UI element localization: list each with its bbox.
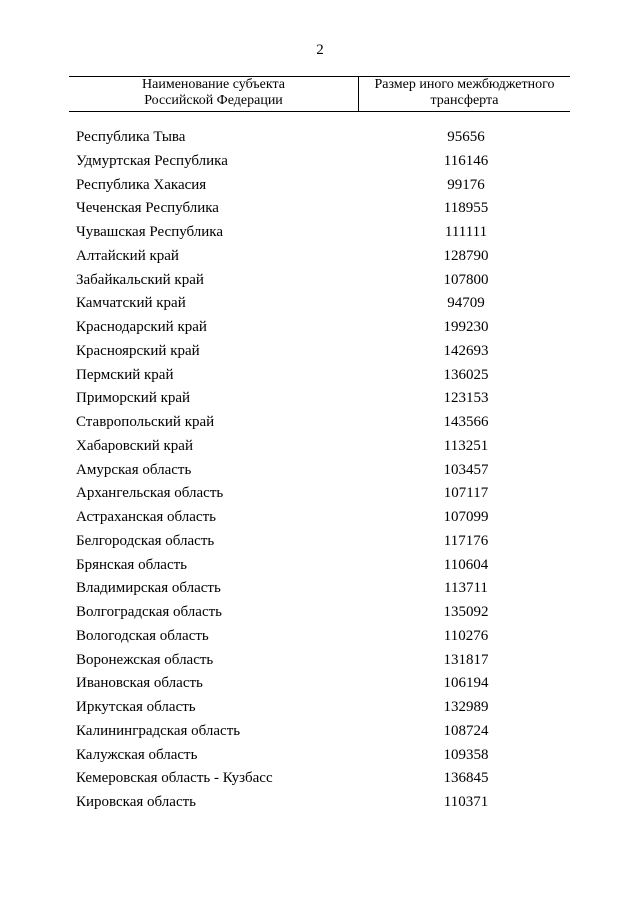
region-name: Вологодская область — [76, 627, 209, 644]
transfer-amount: 95656 — [447, 129, 485, 145]
transfer-amount: 107099 — [443, 509, 489, 525]
table-row — [0, 388, 640, 412]
transfer-amount: 106194 — [443, 675, 489, 692]
transfer-amount: 143566 — [443, 414, 489, 430]
table-row — [0, 460, 640, 484]
table-row — [0, 602, 640, 626]
region-name: Камчатский край — [76, 295, 186, 312]
table-row — [0, 483, 640, 507]
transfer-amount: 108724 — [443, 722, 489, 739]
transfer-amount: 136025 — [443, 366, 489, 383]
transfer-amount: 128790 — [443, 247, 489, 264]
transfer-amount: 117176 — [443, 532, 489, 549]
table-row — [0, 270, 640, 294]
table-row — [0, 222, 640, 246]
header-region-line-1: Наименование субъекта — [142, 77, 285, 92]
region-name: Чеченская Республика — [76, 200, 219, 217]
transfer-amount: 110371 — [443, 794, 489, 810]
table-row — [0, 792, 640, 816]
region-name: Кемеровская область - Кузбасс — [76, 770, 273, 787]
transfer-amount: 99176 — [447, 176, 485, 193]
table-row — [0, 341, 640, 365]
transfer-amount: 118955 — [443, 200, 489, 217]
transfer-amount: 116146 — [443, 152, 489, 169]
table-row — [0, 412, 640, 436]
region-name: Воронежская область — [76, 651, 214, 668]
table-row — [0, 578, 640, 602]
region-name: Владимирская область — [76, 580, 221, 597]
region-name: Краснодарский край — [76, 319, 207, 335]
region-name: Хабаровский край — [76, 437, 193, 454]
transfer-amount: 110276 — [443, 627, 489, 644]
transfer-amount: 199230 — [443, 319, 489, 335]
transfer-amount: 111111 — [444, 224, 488, 240]
region-name: Ставропольский край — [76, 414, 215, 430]
transfer-amount: 103457 — [443, 461, 489, 478]
region-name: Волгоградская область — [76, 604, 222, 620]
region-name: Калининградская область — [76, 722, 241, 739]
transfer-amount: 107800 — [443, 271, 489, 288]
transfer-amount: 109358 — [443, 746, 489, 763]
region-name: Удмуртская Республика — [76, 152, 228, 169]
transfer-amount: 113251 — [443, 437, 489, 454]
page-number: 2 — [316, 42, 324, 58]
table-row — [0, 198, 640, 222]
table-row — [0, 293, 640, 317]
region-name: Алтайский край — [76, 247, 179, 264]
table-row — [0, 436, 640, 460]
region-name: Республика Хакасия — [76, 176, 207, 193]
table-body — [0, 127, 640, 816]
transfer-amount: 131817 — [443, 651, 489, 668]
table-row — [0, 175, 640, 199]
transfer-amount: 142693 — [443, 342, 489, 359]
table-row — [0, 768, 640, 792]
transfer-amount: 132989 — [443, 699, 489, 715]
table-row — [0, 673, 640, 697]
region-name: Республика Тыва — [76, 129, 186, 145]
region-name: Белгородская область — [76, 532, 215, 549]
region-name: Пермский край — [76, 366, 174, 383]
region-name: Чувашская Республика — [76, 224, 224, 240]
table-header — [69, 76, 570, 112]
header-region-column — [69, 77, 359, 111]
table-row — [0, 365, 640, 389]
table-row — [0, 531, 640, 555]
transfer-amount: 113711 — [444, 580, 488, 597]
table-row — [0, 151, 640, 175]
table-row — [0, 697, 640, 721]
header-region-line-2: Российской Федерации — [144, 93, 283, 108]
table-row — [0, 721, 640, 745]
table-row — [0, 127, 640, 151]
header-amount-line-2: трансферта — [430, 93, 499, 108]
region-name: Приморский край — [76, 390, 191, 407]
table-row — [0, 745, 640, 769]
region-name: Забайкальский край — [76, 271, 204, 288]
transfer-amount: 94709 — [447, 295, 485, 312]
transfer-amount: 135092 — [443, 604, 489, 620]
table-row — [0, 317, 640, 341]
transfer-amount: 107117 — [443, 485, 489, 502]
table-row — [0, 650, 640, 674]
region-name: Ивановская область — [76, 675, 203, 692]
region-name: Астраханская область — [76, 509, 216, 525]
table-row — [0, 555, 640, 579]
region-name: Амурская область — [76, 461, 192, 478]
region-name: Архангельская область — [76, 485, 224, 502]
transfer-amount: 110604 — [443, 556, 489, 573]
region-name: Кировская область — [76, 794, 197, 810]
table-row — [0, 626, 640, 650]
region-name: Иркутская область — [76, 699, 196, 715]
table-row — [0, 507, 640, 531]
transfer-amount: 123153 — [443, 390, 489, 407]
header-amount-line-1: Размер иного межбюджетного — [374, 77, 555, 92]
region-name: Брянская область — [76, 556, 188, 573]
header-amount-column — [359, 77, 570, 111]
table-row — [0, 246, 640, 270]
region-name: Красноярский край — [76, 342, 200, 359]
region-name: Калужская область — [76, 746, 198, 763]
transfer-amount: 136845 — [443, 770, 489, 787]
